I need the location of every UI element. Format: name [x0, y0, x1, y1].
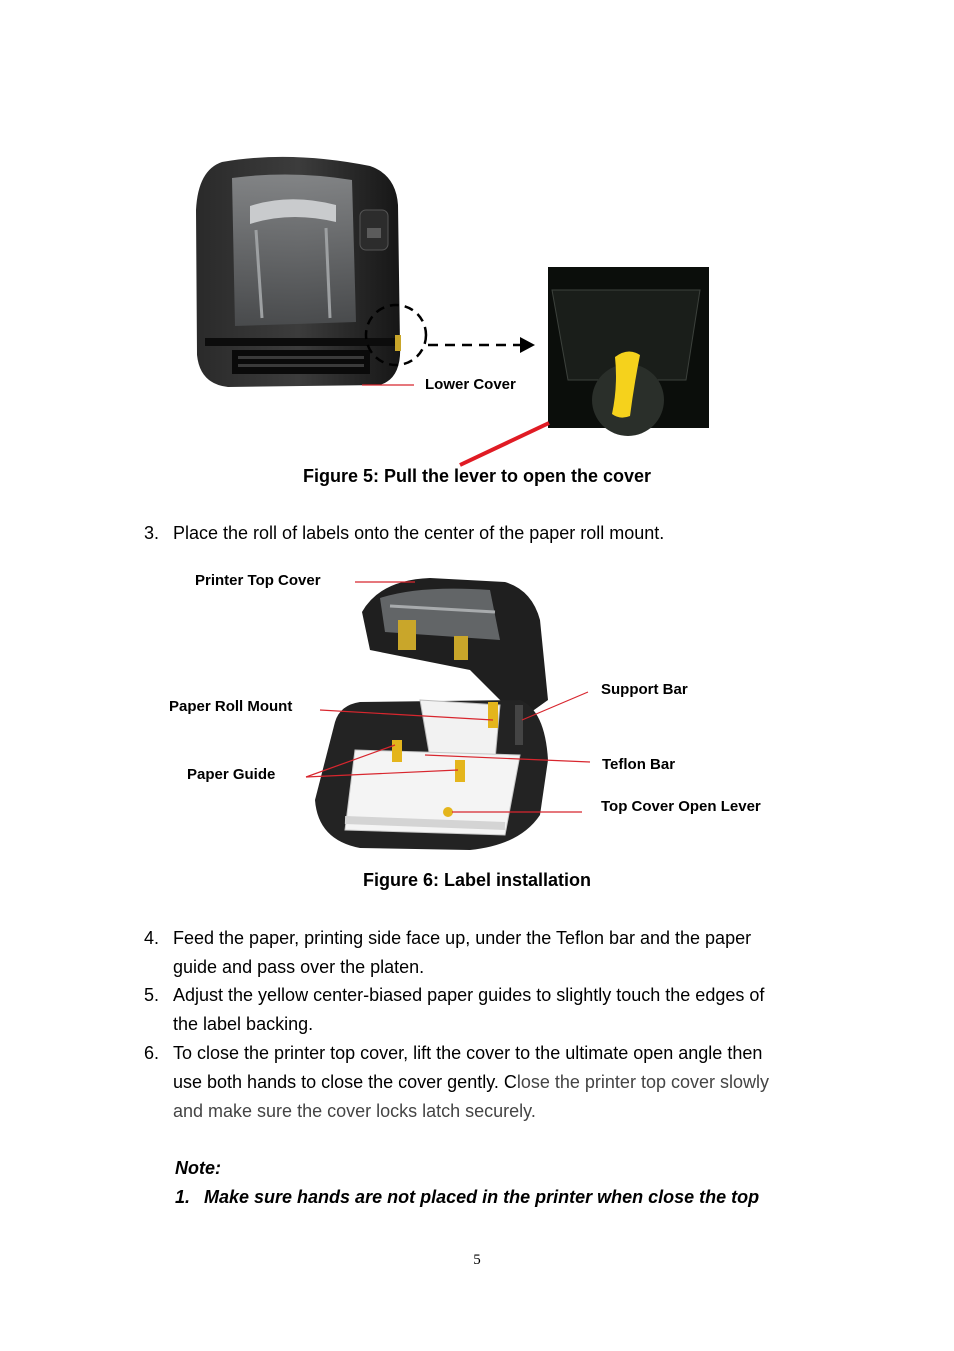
step-5 [144, 981, 824, 1039]
step-5-line-2: the label backing. [173, 1014, 314, 1034]
step-4 [144, 924, 824, 982]
step-6-number: 6. [144, 1043, 160, 1063]
step-3-number: 3. [144, 523, 160, 543]
step-6-line-2-end: lose the printer top cover slowly [516, 1072, 769, 1092]
top-cover-open-lever-label: Top Cover Open Lever [601, 798, 761, 815]
figure-5-caption: Figure 5: Pull the lever to open the cover [302, 466, 652, 486]
figure-6-caption: Figure 6: Label installation [362, 870, 592, 890]
step-6-line-3: and make sure the cover locks latch securely. [173, 1101, 536, 1121]
note-item-text: Make sure hands are not placed in the printer when close the top [204, 1187, 760, 1207]
paper-guide-label: Paper Guide [187, 766, 276, 783]
step-6-line-1: To close the printer top cover, lift the cover to the ultimate open angle then [173, 1043, 763, 1063]
step-4-number: 4. [144, 928, 160, 948]
lower-cover-label: Lower Cover [425, 376, 516, 393]
step-5-line-1: Adjust the yellow center-biased paper guides to slightly touch the edges of [173, 985, 765, 1005]
note-heading: Note: [175, 1158, 221, 1178]
page-number: 5 [473, 1252, 481, 1268]
step-3-text: Place the roll of labels onto the center of the paper roll mount. [173, 523, 665, 543]
printer-top-cover-label: Printer Top Cover [195, 572, 321, 589]
step-4-line-2: guide and pass over the platen. [173, 957, 425, 977]
step-4-line-1: Feed the paper, printing side face up, under the Teflon bar and the paper [173, 928, 752, 948]
support-bar-label: Support Bar [601, 681, 688, 698]
printer-open-image [315, 578, 548, 850]
teflon-bar-label: Teflon Bar [602, 756, 676, 773]
note-item-number: 1. [175, 1187, 191, 1207]
step-6 [144, 1039, 824, 1127]
step-5-number: 5. [144, 985, 160, 1005]
paper-roll-mount-label: Paper Roll Mount [169, 698, 293, 715]
step-6-line-2-start: use both hands to close the cover gently. C [173, 1072, 517, 1092]
